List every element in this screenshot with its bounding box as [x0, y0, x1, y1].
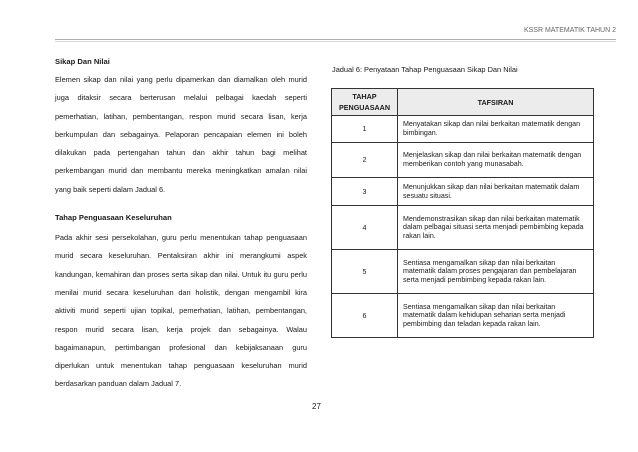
section-heading-sikap-nilai: Sikap Dan Nilai	[55, 57, 110, 66]
description-cell: Menyatakan sikap dan nilai berkaitan matematik dengan bimbingan.	[398, 116, 594, 143]
paragraph-tahap-penguasaan: Pada akhir sesi persekolahan, guru perlu menentukan tahap penguasaan murid secara keseluruhan. Pentaksiran akhir ini merangkumi aspek kandungan, kemahiran dan proses serta sikap dan nilai. Untuk itu guru perlu menilai murid secara keseluruhan dan holistik, dengan mengambil kira aktiviti murid seperti ujian topikal, pemerhatian, latihan, pembentangan, respon murid secara lisan, kerja projek dan sebagainya. Walau bagaimanapun, pertimbangan profesional dan kebijaksanaan guru diperlukan untuk menentukan tahap penguasaan keseluruhan murid berdasarkan panduan dalam Jadual 7.	[55, 233, 307, 389]
description-cell: Sentiasa mengamalkan sikap dan nilai berkaitan matematik dalam kehidupan seharian serta menjadi pembimbing dan teladan kepada rakan lain.	[398, 294, 594, 338]
description-cell: Sentiasa mengamalkan sikap dan nilai berkaitan matematik dalam proses pengajaran dan pembelajaran serta menjadi pembimbing kepada rakan lain.	[398, 250, 594, 294]
header-rule	[55, 39, 616, 40]
table-caption: Jadual 6: Penyataan Tahap Penguasaan Sikap Dan Nilai	[332, 65, 518, 74]
level-cell: 1	[332, 116, 398, 143]
table-row	[332, 206, 594, 250]
header-rule-secondary	[55, 41, 616, 42]
column-header-level-line1: TAHAP	[352, 92, 377, 101]
table-row	[332, 294, 594, 338]
description-cell: Menunjukkan sikap dan nilai berkaitan matematik dalam sesuatu situasi.	[398, 178, 594, 206]
table-header-row	[332, 89, 594, 116]
column-header-level-line2: PENGUASAAN	[338, 103, 391, 112]
level-cell: 4	[332, 206, 398, 250]
level-cell: 3	[332, 178, 398, 206]
level-cell: 2	[332, 143, 398, 178]
running-header: KSSR MATEMATIK TAHUN 2	[523, 27, 616, 34]
section-heading-tahap-penguasaan: Tahap Penguasaan Keseluruhan	[55, 213, 172, 223]
table-row	[332, 250, 594, 294]
level-cell: 5	[332, 250, 398, 294]
column-header-interpretation: TAFSIRAN	[398, 89, 594, 116]
table-row	[332, 178, 594, 206]
page-number: 27	[312, 402, 321, 411]
left-column	[55, 57, 307, 394]
mastery-level-table	[331, 88, 594, 338]
level-cell: 6	[332, 294, 398, 338]
description-cell: Mendemonstrasikan sikap dan nilai berkaitan matematik dalam pelbagai situasi serta menjadi pembimbing kepada rakan lain.	[398, 206, 594, 250]
paragraph-sikap-nilai: Elemen sikap dan nilai yang perlu dipamerkan dan diamalkan oleh murid juga ditaksir secara berterusan melalui pelbagai kaedah seperti pemerhatian, latihan, pembentangan, respon murid secara lisan, kerja berkumpulan dan sebagainya. Pelaporan pencapaian elemen ini boleh dilakukan pada pertengahan tahun dan akhir tahun bagi melihat perkembangan murid dan membantu mereka meningkatkan amalan nilai yang baik seperti dalam Jadual 6.	[55, 75, 307, 194]
table-row	[332, 116, 594, 143]
column-header-level	[332, 89, 398, 116]
table-row	[332, 143, 594, 178]
description-cell: Menjelaskan sikap dan nilai berkaitan matematik dengan memberikan contoh yang munasabah.	[398, 143, 594, 178]
